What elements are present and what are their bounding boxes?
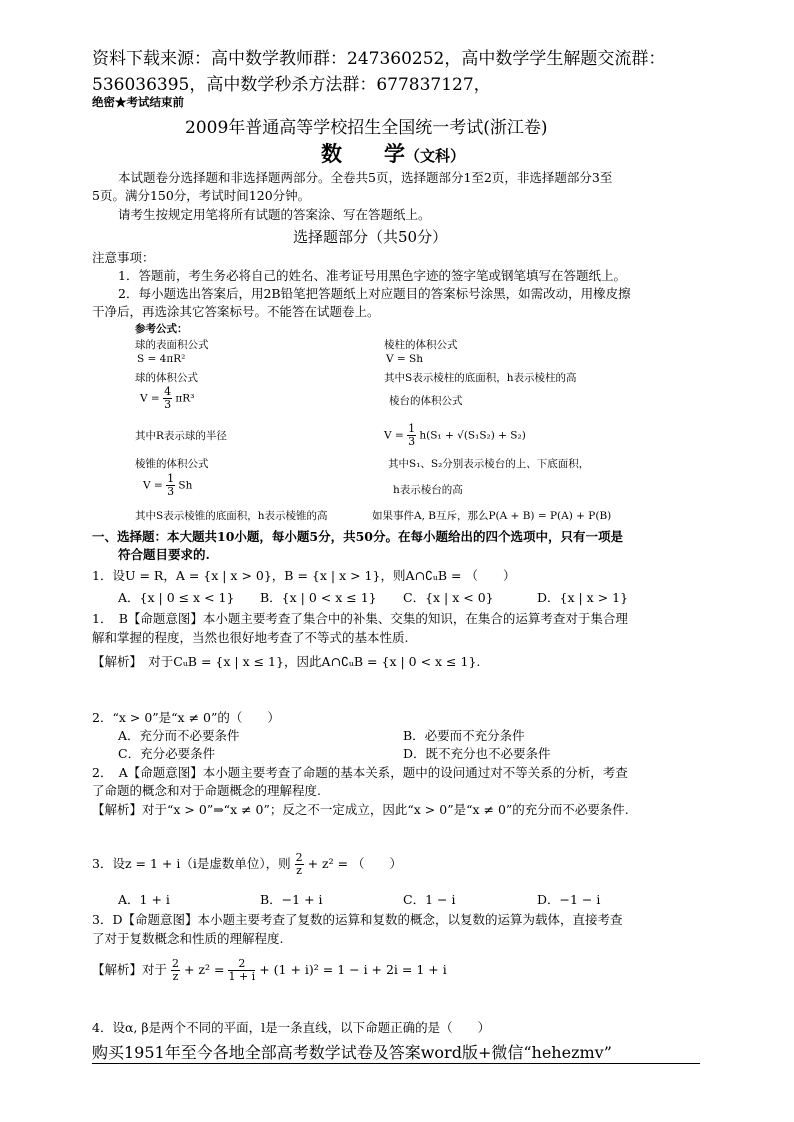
prism-vol-formula: V = Sh xyxy=(386,353,424,365)
cone-vol-fraction: $\frac{1}{3}$ xyxy=(167,472,175,498)
q3-sol-fraction-2: $\frac{2}{1 + i}$ xyxy=(228,957,256,983)
q3-answer-a: 3．D【命题意图】本小题主要考查了复数的运算和复数的概念，以复数的运算为载体，直接考查 xyxy=(92,912,623,927)
q1-option-c: C．{x | x < 0} xyxy=(403,590,494,605)
sphere-vol-rhs: πR³ xyxy=(175,392,195,405)
q1-stem: 1．设U = R，A = {x | x > 0}，B = {x | x > 1}，则A∩∁ᵤB = （ ） xyxy=(92,568,516,583)
exam-title: 2009年普通高等学校招生全国统一考试(浙江卷) xyxy=(185,118,548,138)
q2-stem: 2．“x > 0”是“x ≠ 0”的（ ） xyxy=(92,710,280,725)
subject-sub: （文科） xyxy=(405,147,466,165)
q4-stem: 4．设α, β是两个不同的平面，l是一条直线，以下命题正确的是（ ） xyxy=(92,1020,491,1035)
q2-option-c: C．充分必要条件 xyxy=(118,746,216,761)
intro-p1a: 本试题卷分选择题和非选择题两部分。全卷共5页，选择题部分1至2页，非选择题部分3至 xyxy=(118,170,613,185)
intro-p2: 请考生按规定用笔将所有试题的答案涂、写在答题纸上。 xyxy=(118,207,431,222)
q3-solution: 【解析】对于 $\frac{2}{z}$ + z² = $\frac{2}{1 + i}$ + (1 + i)² = 1 − i + 2i = 1 + i xyxy=(92,957,447,983)
sphere-area-formula: S = 4πR² xyxy=(137,353,186,365)
q2-option-b: B．必要而不充分条件 xyxy=(403,728,525,743)
frustum-fraction: $\frac{1}{3}$ xyxy=(408,422,416,448)
sphere-vol-title: 球的体积公式 xyxy=(135,372,198,384)
q3-answer-b: 了对于复数概念和性质的理解程度. xyxy=(92,931,284,946)
q3-sol-fraction-1: $\frac{2}{z}$ xyxy=(172,957,179,983)
q1-option-b: B．{x | 0 < x ≤ 1} xyxy=(260,590,377,605)
sphere-vol-fraction: $\frac{4}{3}$ xyxy=(164,385,172,411)
part1-heading-b: 符合题目要求的. xyxy=(118,547,210,562)
sphere-vol-lhs: V = xyxy=(140,392,160,405)
q3-option-b: B．−1 + i xyxy=(260,892,323,907)
prism-note: 其中S表示棱柱的底面积，h表示棱柱的高 xyxy=(384,372,577,384)
secret-label: 绝密★考试结束前 xyxy=(92,95,184,109)
frustum-note-2: h表示棱台的高 xyxy=(393,484,463,496)
subject-name: 数 学 xyxy=(321,141,405,166)
formula-label: 参考公式： xyxy=(135,323,188,335)
q2-answer-b: 了命题的概念和对于命题概念的理解程度. xyxy=(92,783,321,798)
prob-formula: 如果事件A, B互斥，那么P(A + B) = P(A) + P(B) xyxy=(372,510,612,522)
q3-stem: 3．设z = 1 + i（i是虚数单位），则 $\frac{2}{z}$ + z² = （ ） xyxy=(92,851,403,877)
section-title: 选择题部分（共50分） xyxy=(293,228,448,246)
q1-option-a: A．{x | 0 ≤ x < 1} xyxy=(118,590,235,605)
intro-p1b: 5页。满分150分，考试时间120分钟。 xyxy=(92,188,311,203)
sphere-note: 其中R表示球的半径 xyxy=(135,430,227,442)
sphere-vol-formula xyxy=(140,386,194,411)
q2-option-d: D．既不充分也不必要条件 xyxy=(403,746,551,761)
subject-title xyxy=(321,138,465,168)
part1-heading-a: 一、选择题：本大题共10小题，每小题5分，共50分。在每小题给出的四个选项中，只有一项是 xyxy=(92,529,623,544)
notice-label: 注意事项： xyxy=(92,250,155,265)
q2-option-a: A．充分而不必要条件 xyxy=(118,728,240,743)
notice-2a: 2．每小题选出答案后，用2B铅笔把答题纸上对应题目的答案标号涂黑，如需改动，用橡皮擦 xyxy=(118,286,631,301)
q3-option-d: D．−1 − i xyxy=(537,892,601,907)
q3-stem-fraction: $\frac{2}{z}$ xyxy=(295,851,303,877)
footer-rule xyxy=(92,1063,700,1064)
cone-vol-formula: V = $\frac{1}{3}$ Sh xyxy=(143,472,193,498)
frustum-formula: V = $\frac{1}{3}$ h(S₁ + √(S₁S₂) + S₂) xyxy=(384,422,526,448)
q3-option-a: A．1 + i xyxy=(118,892,170,907)
q3-option-c: C．1 − i xyxy=(403,892,456,907)
q1-answer-a: 1． B【命题意图】本小题主要考查了集合中的补集、交集的知识，在集合的运算考查对于集合理 xyxy=(92,611,628,626)
q2-solution: 【解析】对于“x > 0”⇒“x ≠ 0”；反之不一定成立，因此“x > 0”是“x ≠ 0”的充分而不必要条件. xyxy=(92,802,629,817)
q2-answer-a: 2． A【命题意图】本小题主要考查了命题的基本关系，题中的设问通过对不等关系的分析，考查 xyxy=(92,765,628,780)
q1-answer-b: 解和掌握的程度，当然也很好地考查了不等式的基本性质. xyxy=(92,630,409,645)
frustum-note-1: 其中S₁、S₂分别表示棱台的上、下底面积， xyxy=(388,458,590,470)
q1-solution: 【解析】 对于CᵤB = {x | x ≤ 1}，因此A∩∁ᵤB = {x | 0 < x ≤ 1}. xyxy=(92,654,481,669)
notice-2b: 干净后，再选涂其它答案标号。不能答在试题卷上。 xyxy=(92,304,380,319)
cone-vol-title: 棱锥的体积公式 xyxy=(135,458,209,470)
sphere-area-title: 球的表面积公式 xyxy=(135,339,209,351)
notice-1: 1．答题前，考生务必将自己的姓名、准考证号用黑色字迹的签字笔或钢笔填写在答题纸上。 xyxy=(118,268,626,283)
frustum-vol-title: 棱台的体积公式 xyxy=(389,395,463,407)
footer-ad: 购买1951年至今各地全部高考数学试卷及答案word版+微信“hehezmv” xyxy=(92,1043,612,1062)
prism-vol-title: 棱柱的体积公式 xyxy=(384,339,458,351)
header-line-2: 536036395，高中数学秒杀方法群：677837127， xyxy=(92,75,491,95)
q1-option-d: D．{x | x > 1} xyxy=(537,590,629,605)
cone-note: 其中S表示棱锥的底面积，h表示棱锥的高 xyxy=(135,510,328,522)
header-line-1: 资料下载来源：高中数学教师群：247360252，高中数学学生解题交流群： xyxy=(92,49,666,69)
